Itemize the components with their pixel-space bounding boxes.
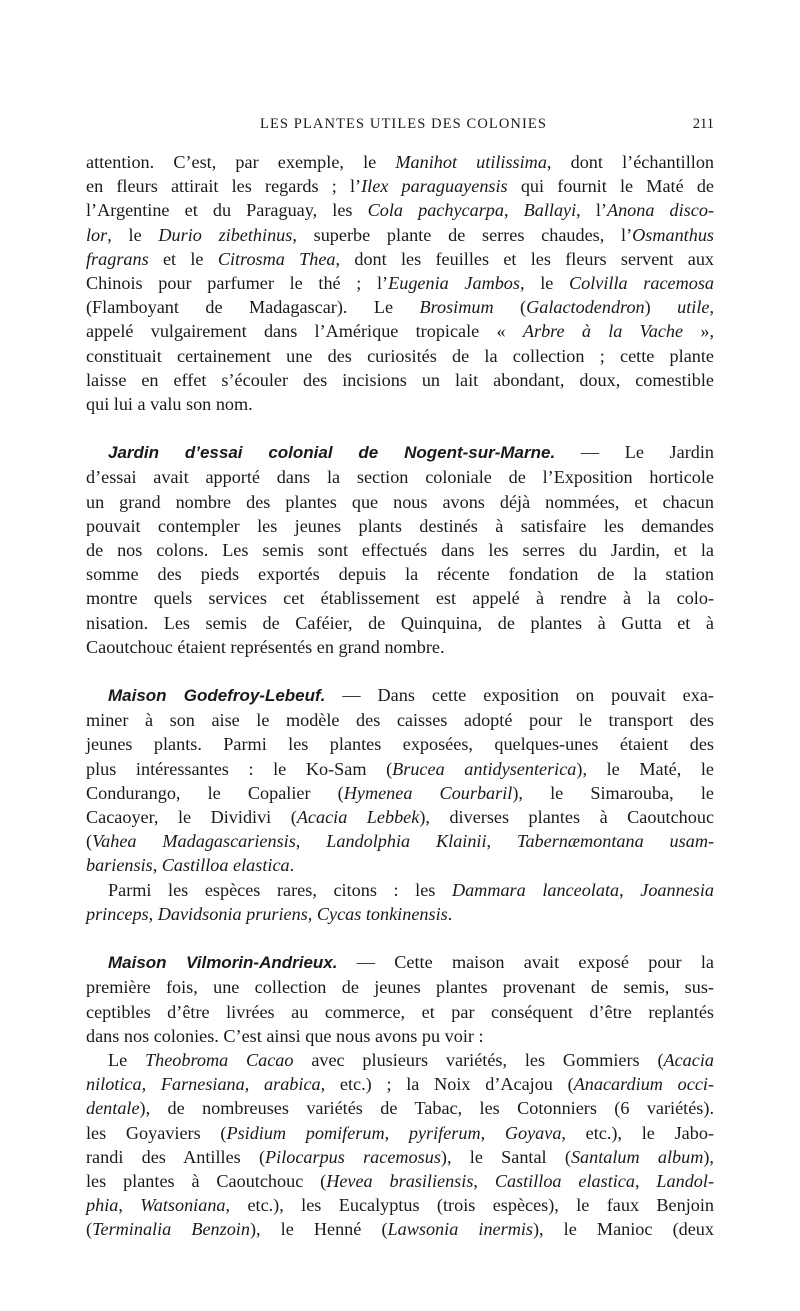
text-line: nisation. Les semis de Caféier, de Quinquina, de plantes à Gutta et à [86,612,714,633]
text-line: nilotica, Farnesiana, arabica, etc.) ; la Noix d’Acajou (Anacardium occi- [86,1074,715,1095]
text-line: plus intéressantes : le Ko-Sam (Brucea antidysenterica), le Maté, le [86,758,714,779]
text-line: (Flamboyant de Madagascar). Le Brosimum (Galactodendron) utile, [86,297,715,318]
text-line: de nos colons. Les semis sont effectués dans les serres du Jardin, et la [86,540,714,561]
text-line: les plantes à Caoutchouc (Hevea brasiliensis, Castilloa elastica, Landol- [86,1170,715,1191]
paragraph-especes-rares [86,878,714,926]
text-line: Cacaoyer, le Dividivi (Acacia Lebbek), diverses plantes à Caoutchouc [86,807,715,828]
text-line: princeps, Davidsonia pruriens, Cycas tonkinensis. [86,903,453,924]
paragraph-gap [86,416,714,440]
paragraph-gap [86,659,714,683]
paragraph-vilmorin-andrieux [86,950,714,1048]
text-line: Parmi les espèces rares, citons : les Dammara lanceolata, Joannesia [108,879,714,900]
text-line: Caoutchouc étaient représentés en grand nombre. [86,636,445,657]
text-line: d’essai avait apporté dans la section coloniale de l’Exposition horticole [86,467,714,488]
section-heading-line: Maison Vilmorin-Andrieux. — Cette maison avait exposé pour la [108,952,714,973]
text-line: appelé vulgairement dans l’Amérique tropicale « Arbre à la Vache », [86,321,714,342]
text-line: les Goyaviers (Psidium pomiferum, pyriferum, Goyava, etc.), le Jabo- [86,1122,714,1143]
text-line: l’Argentine et du Paraguay, les Cola pachycarpa, Ballayi, l’Anona disco- [86,200,714,221]
text-line: en fleurs attirait les regards ; l’Ilex paraguayensis qui fournit le Maté de [86,176,715,197]
text-line: laisse en effet s’écouler des incisions un lait abondant, doux, comestible [86,369,714,390]
text-line: fragrans et le Citrosma Thea, dont les feuilles et les fleurs servent aux [86,248,715,269]
text-line: dentale), de nombreuses variétés de Tabac, les Cotonniers (6 variétés). [86,1098,714,1119]
text-line: première fois, une collection de jeunes plantes provenant de semis, sus- [86,977,714,998]
section-heading-line: Jardin d’essai colonial de Nogent-sur-Marne. — Le Jardin [108,442,714,463]
text-line: attention. C’est, par exemple, le Manihot utilissima, dont l’échantillon [86,152,715,172]
running-title: LES PLANTES UTILES DES COLONIES [260,116,548,132]
page-number: 211 [692,116,714,132]
text-line: pouvait contempler les jeunes plants destinés à satisfaire les demandes [86,515,714,536]
text-line: un grand nombre des plantes que nous avons déjà nommées, et chacun [86,491,714,512]
text-line: lor, le Durio zibethinus, superbe plante de serres chaudes, l’Osmanthus [86,224,714,245]
text-line: randi des Antilles (Pilocarpus racemosus), le Santal (Santalum album), [86,1146,714,1167]
text-line: Condurango, le Copalier (Hymenea Courbaril), le Simarouba, le [86,782,714,803]
paragraph-liste-plantes [86,1048,714,1242]
text-line: jeunes plants. Parmi les plantes exposées, quelques-unes étaient des [86,734,714,755]
text-line: ceptibles d’être livrées au commerce, et par conséquent d’être replantés [86,1001,714,1022]
text-line: somme des pieds exportés depuis la récente fondation de la station [86,564,714,585]
text-line: miner à son aise le modèle des caisses adopté pour le transport des [86,710,714,731]
paragraph-continued-attention [86,150,714,416]
text-line: montre quels services cet établissement est appelé à rendre à la colo- [86,588,714,609]
paragraph-jardin-essai [86,440,714,659]
paragraph-godefroy-lebeuf [86,683,714,878]
text-line: (Terminalia Benzoin), le Henné (Lawsonia inermis), le Manioc (deux [86,1219,714,1240]
text-line: dans nos colonies. C’est ainsi que nous avons pu voir : [86,1025,484,1046]
page-body [86,150,714,1242]
text-line: qui lui a valu son nom. [86,394,253,415]
text-line: bariensis, Castilloa elastica. [86,855,295,876]
text-line: constituait certainement une des curiosités de la collection ; cette plante [86,345,714,366]
paragraph-gap [86,926,714,950]
text-line: phia, Watsoniana, etc.), les Eucalyptus (trois espèces), le faux Benjoin [86,1195,715,1216]
text-line: Le Theobroma Cacao avec plusieurs variétés, les Gommiers (Acacia [108,1049,714,1070]
text-line: Chinois pour parfumer le thé ; l’Eugenia Jambos, le Colvilla racemosa [86,273,714,294]
text-line: (Vahea Madagascariensis, Landolphia Klainii, Tabernæmontana usam- [86,831,715,852]
section-heading-line: Maison Godefroy-Lebeuf. — Dans cette exposition on pouvait exa- [108,685,714,706]
